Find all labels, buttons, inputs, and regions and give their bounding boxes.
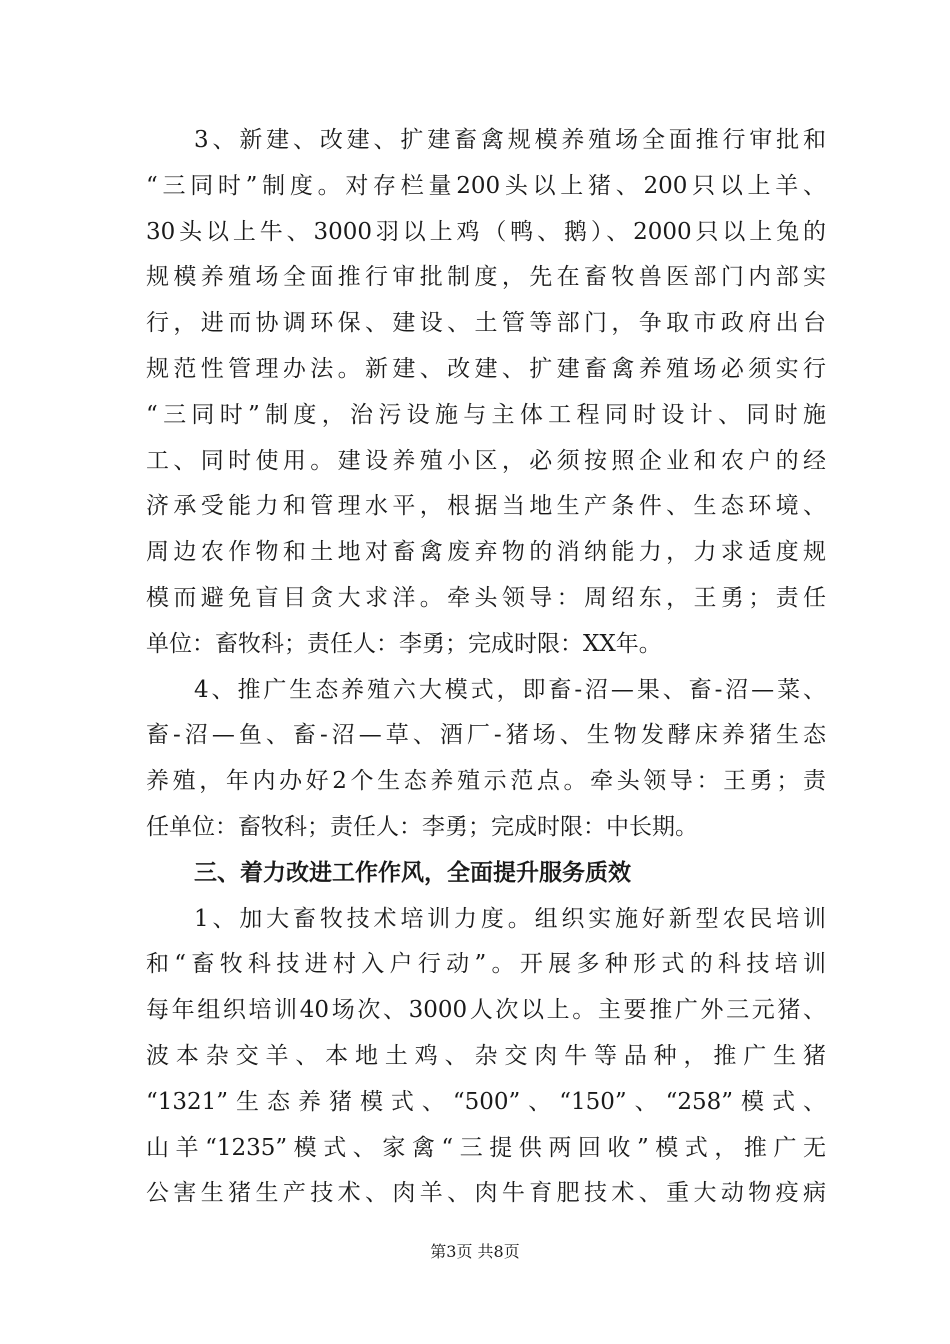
paragraph-line: 单位：畜牧科；责任人：李勇；完成时限：XX年。 bbox=[146, 630, 662, 657]
paragraph-line: 规范性管理办法。新建、改建、扩建畜禽养殖场必须实行 bbox=[146, 355, 826, 382]
paragraph-line: 规模养殖场全面推行审批制度，先在畜牧兽医部门内部实 bbox=[146, 264, 826, 291]
paragraph-line: 任单位：畜牧科；责任人：李勇；完成时限：中长期。 bbox=[146, 813, 698, 840]
paragraph-line: 和“畜牧科技进村入户行动”。开展多种形式的科技培训 bbox=[146, 951, 826, 978]
paragraph-line: 养殖，年内办好2个生态养殖示范点。牵头领导：王勇；责 bbox=[146, 768, 826, 795]
paragraph-line: 山羊“1235”模式、家禽“三提供两回收”模式，推广无 bbox=[146, 1134, 826, 1161]
paragraph-line: 每年组织培训40场次、3000人次以上。主要推广外三元猪、 bbox=[146, 997, 826, 1024]
paragraph-line: 30头以上牛、3000羽以上鸡（鸭、鹅）、2000只以上兔的 bbox=[146, 218, 826, 245]
paragraph-line: 周边农作物和土地对畜禽废弃物的消纳能力，力求适度规 bbox=[146, 539, 826, 566]
paragraph-line: 3、新建、改建、扩建畜禽规模养殖场全面推行审批和 bbox=[194, 127, 826, 153]
paragraph-line: 1、加大畜牧技术培训力度。组织实施好新型农民培训 bbox=[194, 905, 826, 932]
paragraph-line: 模而避免盲目贪大求洋。牵头领导：周绍东，王勇；责任 bbox=[146, 584, 826, 611]
paragraph-line: 行，进而协调环保、建设、土管等部门，争取市政府出台 bbox=[146, 310, 826, 337]
paragraph-line: 波本杂交羊、本地土鸡、杂交肉牛等品种，推广生猪 bbox=[146, 1042, 826, 1069]
paragraph-line: 4、推广生态养殖六大模式，即畜-沼—果、畜-沼—菜、 bbox=[194, 676, 826, 703]
paragraph-line: “三同时”制度，治污设施与主体工程同时设计、同时施 bbox=[146, 401, 826, 428]
section-heading: 三、着力改进工作作风，全面提升服务质效 bbox=[194, 859, 631, 886]
paragraph-line: “1321”生态养猪模式、“500”、“150”、“258”模式、 bbox=[146, 1088, 826, 1115]
page-footer: 第3页 共8页 bbox=[430, 1242, 520, 1261]
paragraph-line: “三同时”制度。对存栏量200头以上猪、200只以上羊、 bbox=[146, 172, 826, 199]
paragraph-line: 公害生猪生产技术、肉羊、肉牛育肥技术、重大动物疫病 bbox=[146, 1180, 826, 1207]
paragraph-line: 工、同时使用。建设养殖小区，必须按照企业和农户的经 bbox=[146, 447, 826, 474]
paragraph-line: 畜-沼—鱼、畜-沼—草、酒厂-猪场、生物发酵床养猪生态 bbox=[146, 722, 826, 749]
paragraph-line: 济承受能力和管理水平，根据当地生产条件、生态环境、 bbox=[146, 493, 826, 520]
document-body bbox=[146, 118, 826, 1217]
